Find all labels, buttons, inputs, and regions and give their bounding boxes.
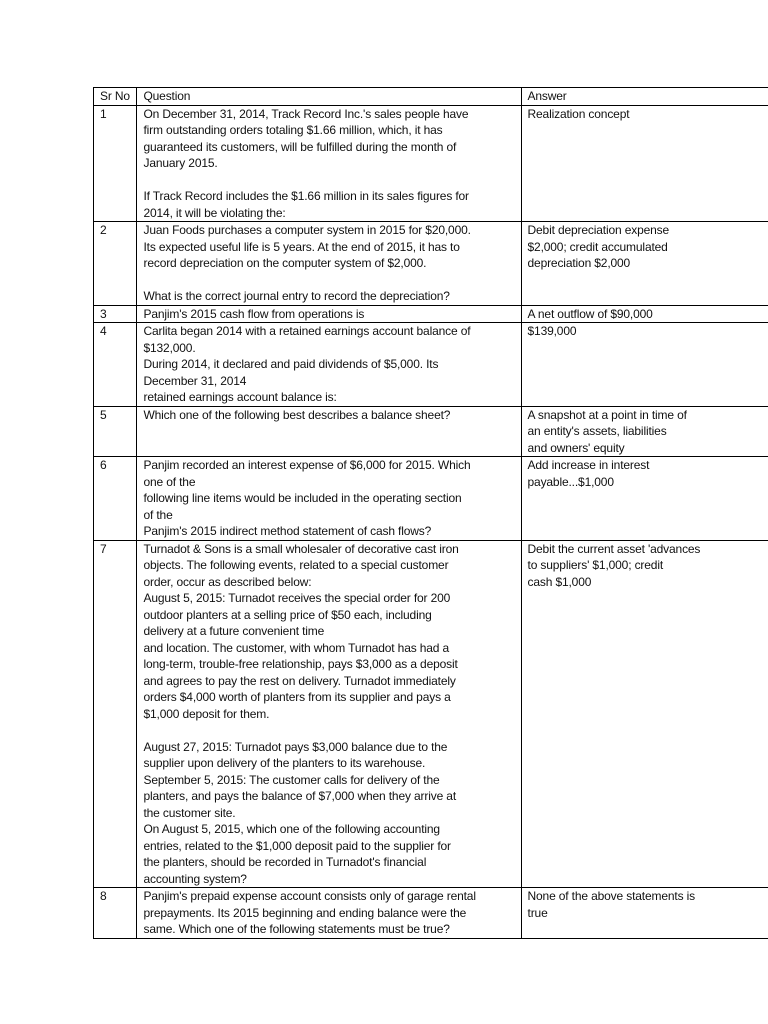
- question-line: August 5, 2015: Turnadot receives the special order for 200: [143, 591, 451, 605]
- question-line: [143, 722, 514, 739]
- question-line: [143, 172, 514, 189]
- answer-cell: [521, 540, 768, 888]
- question-line: planters, and pays the balance of $7,000 when they arrive at: [143, 789, 457, 803]
- question-line: What is the correct journal entry to record the depreciation?: [143, 289, 450, 303]
- question-line: prepayments. Its 2015 beginning and ending balance were the: [143, 905, 467, 920]
- question-line: and location. The customer, with whom Turnadot has had a: [143, 640, 450, 655]
- qa-table: [93, 87, 768, 939]
- sr-no-cell: 1: [94, 105, 137, 222]
- question-line: 2014, it will be violating the:: [143, 205, 286, 220]
- table-row: [94, 222, 768, 306]
- question-cell: [137, 540, 521, 888]
- answer-line: and owners' equity: [527, 440, 625, 455]
- question-line: During 2014, it declared and paid dividends of $5,000. Its: [143, 357, 439, 371]
- question-cell: [137, 323, 521, 407]
- question-cell: [137, 406, 521, 457]
- question-line: the planters, should be recorded in Turnadot's financial: [143, 855, 427, 869]
- question-line: and agrees to pay the rest on delivery. Turnadot immediately: [143, 673, 456, 688]
- question-line: If Track Record includes the $1.66 million in its sales figures for: [143, 189, 469, 203]
- question-line: retained earnings account balance is:: [143, 390, 337, 404]
- table-row: [94, 323, 768, 407]
- question-line: firm outstanding orders totaling $1.66 million, which, it has: [143, 123, 443, 137]
- question-line: On December 31, 2014, Track Record Inc.'s sales people have: [143, 106, 469, 121]
- answer-cell: [521, 323, 768, 407]
- answer-line: $2,000; credit accumulated: [527, 239, 668, 254]
- answer-cell: [521, 305, 768, 323]
- answer-cell: [521, 105, 768, 222]
- question-line: Panjim recorded an interest expense of $6,000 for 2015. Which: [143, 458, 471, 472]
- answer-line: A snapshot at a point in time of: [527, 407, 687, 422]
- question-line: $1,000 deposit for them.: [143, 706, 270, 721]
- question-cell: [137, 222, 521, 306]
- answer-cell: [521, 888, 768, 939]
- sr-no-cell: 7: [94, 540, 137, 888]
- question-line: Panjim's prepaid expense account consists only of garage rental: [143, 889, 476, 903]
- answer-line: $139,000: [527, 324, 577, 338]
- question-line: On August 5, 2015, which one of the following accounting: [143, 822, 440, 836]
- question-line: entries, related to the $1,000 deposit paid to the supplier for: [143, 838, 451, 853]
- sr-no-cell: 4: [94, 323, 137, 407]
- question-line: long-term, trouble-free relationship, pays $3,000 as a deposit: [143, 657, 458, 671]
- answer-cell: [521, 406, 768, 457]
- question-line: following line items would be included in the operating section: [143, 491, 462, 505]
- answer-line: Debit depreciation expense: [527, 223, 670, 237]
- question-line: order, occur as described below:: [143, 574, 312, 589]
- table-body: [94, 105, 768, 938]
- table-row: [94, 888, 768, 939]
- question-line: Its expected useful life is 5 years. At the end of 2015, it has to: [143, 239, 460, 254]
- question-line: Carlita began 2014 with a retained earnings account balance of: [143, 324, 471, 338]
- question-line: objects. The following events, related to a special customer: [143, 558, 449, 572]
- question-line: Juan Foods purchases a computer system in 2015 for $20,000.: [143, 223, 471, 237]
- answer-line: None of the above statements is: [527, 889, 695, 903]
- table-header-row: [94, 88, 768, 106]
- sr-no-cell: 2: [94, 222, 137, 306]
- header-question: Question: [137, 88, 521, 106]
- question-line: January 2015.: [143, 156, 218, 170]
- answer-cell: [521, 222, 768, 306]
- header-sr-no: Sr No: [94, 88, 137, 106]
- table-row: [94, 305, 768, 323]
- sr-no-cell: 8: [94, 888, 137, 939]
- question-cell: [137, 457, 521, 541]
- sr-no-cell: 6: [94, 457, 137, 541]
- question-cell: [137, 105, 521, 222]
- question-line: December 31, 2014: [143, 373, 247, 388]
- question-line: accounting system?: [143, 871, 247, 886]
- question-line: Panjim's 2015 cash flow from operations is: [143, 306, 365, 321]
- answer-line: depreciation $2,000: [527, 256, 631, 270]
- question-line: one of the: [143, 474, 196, 489]
- sr-no-cell: 5: [94, 406, 137, 457]
- question-line: guaranteed its customers, will be fulfilled during the month of: [143, 139, 457, 154]
- question-line: [143, 272, 514, 289]
- question-line: outdoor planters at a selling price of $50 each, including: [143, 607, 432, 622]
- answer-line: to suppliers' $1,000; credit: [527, 558, 664, 572]
- question-line: delivery at a future convenient time: [143, 624, 325, 638]
- answer-line: A net outflow of $90,000: [527, 306, 653, 321]
- question-line: supplier upon delivery of the planters to its warehouse.: [143, 756, 426, 770]
- table-row: [94, 406, 768, 457]
- question-line: of the: [143, 507, 173, 522]
- question-cell: [137, 888, 521, 939]
- answer-line: Realization concept: [527, 106, 630, 121]
- header-answer: Answer: [521, 88, 768, 106]
- answer-line: Debit the current asset 'advances: [527, 541, 701, 556]
- question-line: same. Which one of the following statements must be true?: [143, 922, 450, 936]
- question-line: the customer site.: [143, 805, 236, 820]
- table-row: [94, 540, 768, 888]
- answer-line: Add increase in interest: [527, 458, 650, 472]
- question-line: September 5, 2015: The customer calls for delivery of the: [143, 772, 440, 787]
- answer-line: cash $1,000: [527, 574, 592, 589]
- question-line: orders $4,000 worth of planters from its supplier and pays a: [143, 690, 451, 704]
- answer-cell: [521, 457, 768, 541]
- question-line: Panjim's 2015 indirect method statement of cash flows?: [143, 524, 432, 538]
- sr-no-cell: 3: [94, 305, 137, 323]
- answer-line: payable...$1,000: [527, 474, 614, 489]
- question-line: Turnadot & Sons is a small wholesaler of decorative cast iron: [143, 541, 459, 556]
- answer-line: true: [527, 905, 548, 920]
- table-row: [94, 457, 768, 541]
- answer-line: an entity's assets, liabilities: [527, 424, 667, 438]
- question-line: $132,000.: [143, 340, 196, 355]
- question-line: August 27, 2015: Turnadot pays $3,000 balance due to the: [143, 739, 448, 754]
- question-line: record depreciation on the computer system of $2,000.: [143, 256, 427, 270]
- question-line: Which one of the following best describes a balance sheet?: [143, 407, 451, 422]
- question-cell: [137, 305, 521, 323]
- table-row: [94, 105, 768, 222]
